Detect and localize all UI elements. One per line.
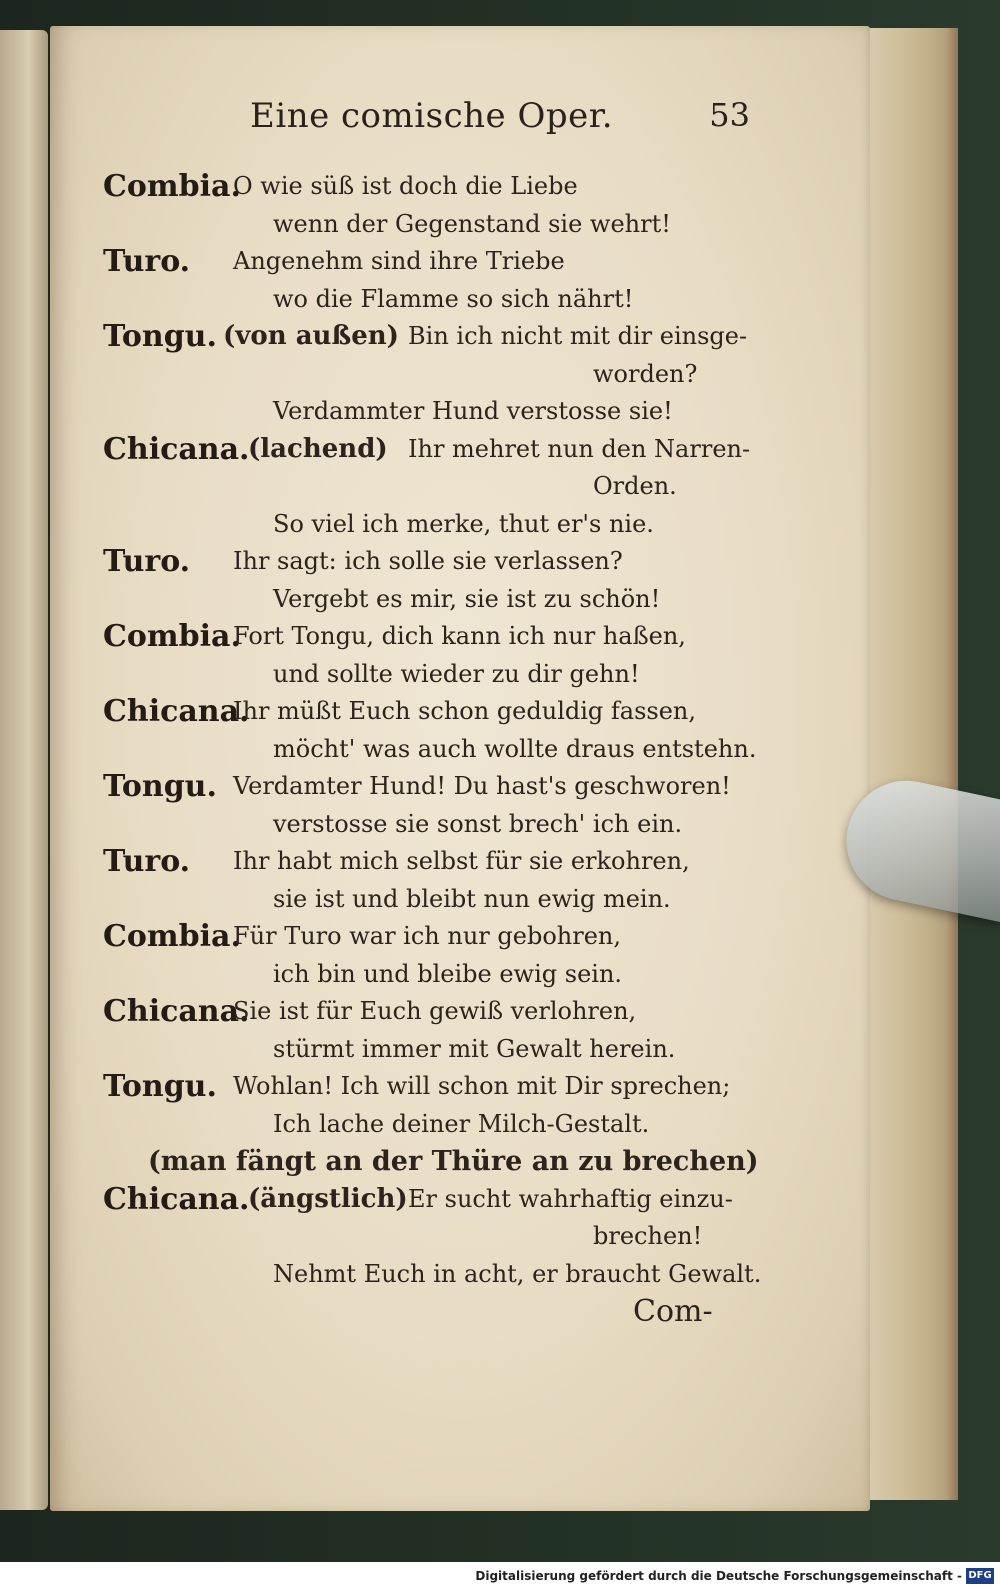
- stage-direction-line: (man fängt an der Thüre an zu brechen): [148, 1146, 759, 1177]
- stage-direction: (ängstlich): [248, 1183, 408, 1214]
- page-number: 53: [709, 96, 750, 134]
- stage-direction: (von außen): [223, 321, 399, 351]
- funding-credit: Digitalisierung gefördert durch die Deutsche Forschungsgemeinschaft -: [475, 1569, 962, 1583]
- running-title: Eine comische Oper.: [250, 96, 614, 136]
- catchword-line: [103, 1293, 773, 1331]
- verse-line: [103, 993, 773, 1031]
- verse-text: ich bin und bleibe ewig sein.: [273, 959, 623, 988]
- verse-line: [103, 1181, 773, 1219]
- verse-line: [103, 168, 773, 206]
- speaker-name: Chicana.: [103, 431, 250, 467]
- verse-text: Ich lache deiner Milch-Gestalt.: [273, 1109, 650, 1138]
- speaker-name: Tongu.: [103, 1069, 217, 1104]
- verse-line: [103, 206, 773, 244]
- verse-text: wenn der Gegenstand sie wehrt!: [273, 209, 671, 238]
- verse-text: Angenehm sind ihre Triebe: [233, 247, 565, 275]
- page-header: [250, 96, 770, 146]
- verse-line: [103, 356, 773, 394]
- verse-text: Ihr mehret nun den Narren-: [408, 434, 751, 463]
- verse-line: [103, 243, 773, 281]
- speaker-name: Combia.: [103, 619, 241, 654]
- verse-text: Vergebt es mir, sie ist zu schön!: [273, 584, 661, 613]
- speaker-name: Combia.: [103, 919, 241, 954]
- verse-text: stürmt immer mit Gewalt herein.: [273, 1034, 676, 1063]
- verse-line: [103, 1256, 773, 1294]
- verse-text: Ihr habt mich selbst für sie erkohren,: [233, 847, 690, 875]
- speaker-name: Turo.: [103, 544, 191, 579]
- verse-line: [103, 581, 773, 619]
- speaker-name: Tongu.: [103, 769, 217, 804]
- libretto-text: [103, 168, 773, 1331]
- footer-bar: [0, 1562, 1000, 1588]
- verse-text: So viel ich merke, thut er's nie.: [273, 509, 654, 538]
- speaker-name: Combia.: [103, 169, 241, 204]
- verse-line: [103, 1218, 773, 1256]
- verse-text: Wohlan! Ich will schon mit Dir sprechen;: [233, 1072, 731, 1100]
- verse-line: [103, 1031, 773, 1069]
- verse-text: Für Turo war ich nur gebohren,: [233, 922, 621, 950]
- verse-text: verstosse sie sonst brech' ich ein.: [273, 809, 683, 838]
- verse-text: Er sucht wahrhaftig einzu-: [408, 1184, 733, 1213]
- verse-line: [103, 918, 773, 956]
- verse-line: [103, 656, 773, 694]
- speaker-name: Chicana.: [103, 1181, 250, 1217]
- speaker-name: Turo.: [103, 844, 191, 879]
- verse-text: und sollte wieder zu dir gehn!: [273, 659, 640, 688]
- verse-line: [103, 768, 773, 806]
- verse-line: [103, 543, 773, 581]
- verse-line: [103, 843, 773, 881]
- catchword: Com-: [633, 1294, 713, 1329]
- verse-text: Bin ich nicht mit dir einsge-: [408, 322, 748, 350]
- verse-line: [103, 693, 773, 731]
- speaker-name: Chicana.: [103, 994, 250, 1029]
- verse-line: [103, 506, 773, 544]
- verse-text: Ihr sagt: ich solle sie verlassen?: [233, 547, 623, 575]
- verse-line: [103, 393, 773, 431]
- verse-line: [103, 956, 773, 994]
- stage-direction: (lachend): [248, 433, 388, 464]
- verse-line: [103, 1143, 773, 1181]
- verse-line: [103, 618, 773, 656]
- verse-text: brechen!: [593, 1222, 703, 1250]
- verse-line: [103, 468, 773, 506]
- verse-text: O wie süß ist doch die Liebe: [233, 172, 578, 200]
- verse-line: [103, 431, 773, 469]
- verse-line: [103, 881, 773, 919]
- verse-line: [103, 318, 773, 356]
- verse-text: Nehmt Euch in acht, er braucht Gewalt.: [273, 1259, 762, 1288]
- verse-text: wo die Flamme so sich nährt!: [273, 284, 634, 313]
- verse-line: [103, 281, 773, 319]
- verse-text: Fort Tongu, dich kann ich nur haßen,: [233, 622, 686, 650]
- verse-text: worden?: [593, 359, 698, 388]
- verse-text: Sie ist für Euch gewiß verlohren,: [233, 997, 637, 1025]
- verse-text: Verdamter Hund! Du hast's geschworen!: [233, 772, 731, 800]
- dfg-logo-icon: DFG: [966, 1568, 994, 1584]
- verse-text: Orden.: [593, 472, 677, 500]
- verse-line: [103, 1106, 773, 1144]
- page-stack-edge: [860, 28, 958, 1500]
- verse-text: möcht' was auch wollte draus entstehn.: [273, 734, 757, 763]
- left-page-edge: [0, 30, 48, 1510]
- verse-line: [103, 731, 773, 769]
- verse-text: sie ist und bleibt nun ewig mein.: [273, 884, 671, 913]
- verse-line: [103, 806, 773, 844]
- verse-text: Verdammter Hund verstosse sie!: [273, 397, 673, 425]
- verse-line: [103, 1068, 773, 1106]
- speaker-name: Chicana.: [103, 694, 250, 729]
- speaker-name: Turo.: [103, 244, 191, 279]
- speaker-name: Tongu.: [103, 319, 217, 354]
- verse-text: Ihr müßt Euch schon geduldig fassen,: [233, 697, 697, 725]
